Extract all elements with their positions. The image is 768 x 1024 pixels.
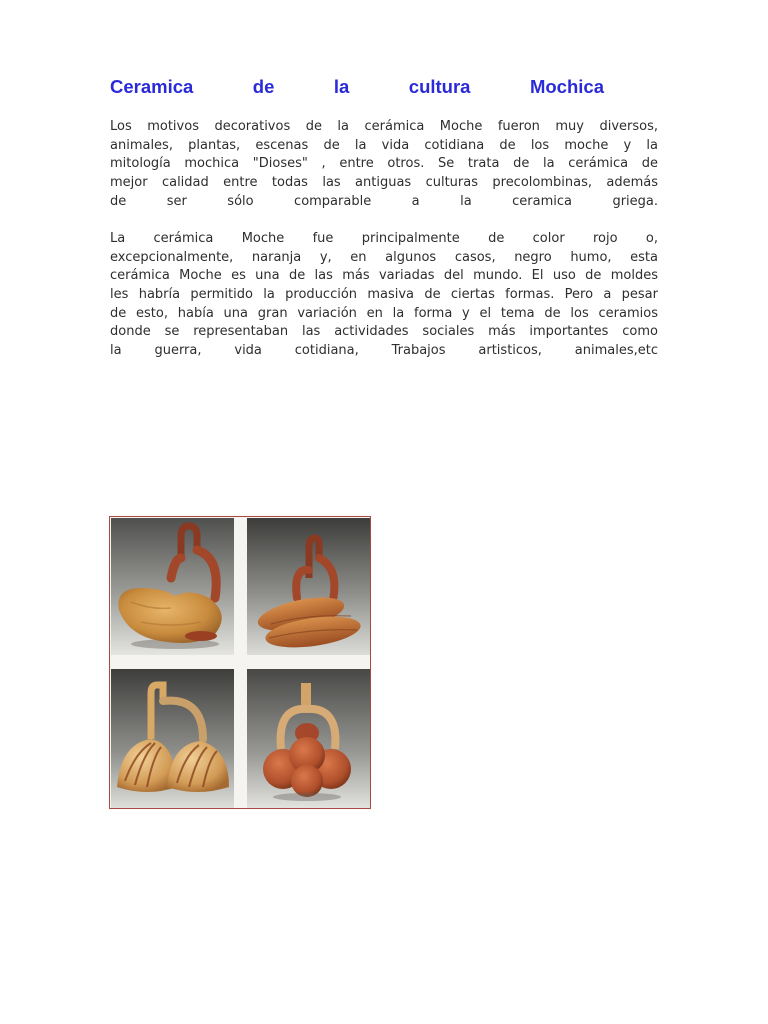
paragraph-line: de esto, había una gran variación en la forma y el tema de los ceramios — [110, 305, 658, 321]
paragraph-line: les habría permitido la producción masiva de ciertas formas. Pero a pesar — [110, 287, 658, 303]
ceramic-globular-vessel — [247, 669, 370, 808]
page-title — [110, 76, 604, 98]
paragraph-line: donde se representaban las actividades sociales más importantes como — [110, 324, 658, 340]
paragraph-line: de ser sólo comparable a la ceramica griega. — [110, 193, 658, 209]
paragraph-line: animales, plantas, escenas de la vida cotidiana de los moche y la — [110, 137, 658, 153]
ceramic-pepper-vessel — [247, 518, 370, 655]
paragraph-line: mejor calidad entre todas las antiguas culturas precolombinas, además — [110, 175, 658, 191]
paragraph-line: La cerámica Moche fue principalmente de color rojo o, — [110, 231, 658, 246]
paragraph-line: mitología mochica "Dioses" , entre otros. Se trata de la cerámica de — [110, 156, 658, 172]
ceramic-gourd-vessel — [111, 518, 234, 655]
paragraph-line: excepcionalmente, naranja y, en algunos casos, negro humo, esta — [110, 249, 658, 265]
title-word: Mochica — [529, 76, 604, 97]
title-word: de — [252, 76, 275, 97]
paragraph-decorative-motifs — [110, 118, 658, 211]
title-word: la — [333, 76, 350, 97]
paragraph-line: cerámica Moche es una de las más variadas del mundo. El uso de moldes — [110, 268, 658, 284]
title-word: cultura — [408, 76, 471, 97]
paragraph-ceramic-colors — [110, 230, 658, 361]
title-word: Ceramica — [110, 76, 194, 97]
paragraph-line: la guerra, vida cotidiana, Trabajos artisticos, animales,etc — [110, 343, 658, 359]
paragraph-line: Los motivos decorativos de la cerámica Moche fueron muy diversos, — [110, 119, 658, 134]
moche-ceramics-photo — [109, 516, 371, 809]
ceramic-ribbed-vessel — [111, 669, 234, 808]
